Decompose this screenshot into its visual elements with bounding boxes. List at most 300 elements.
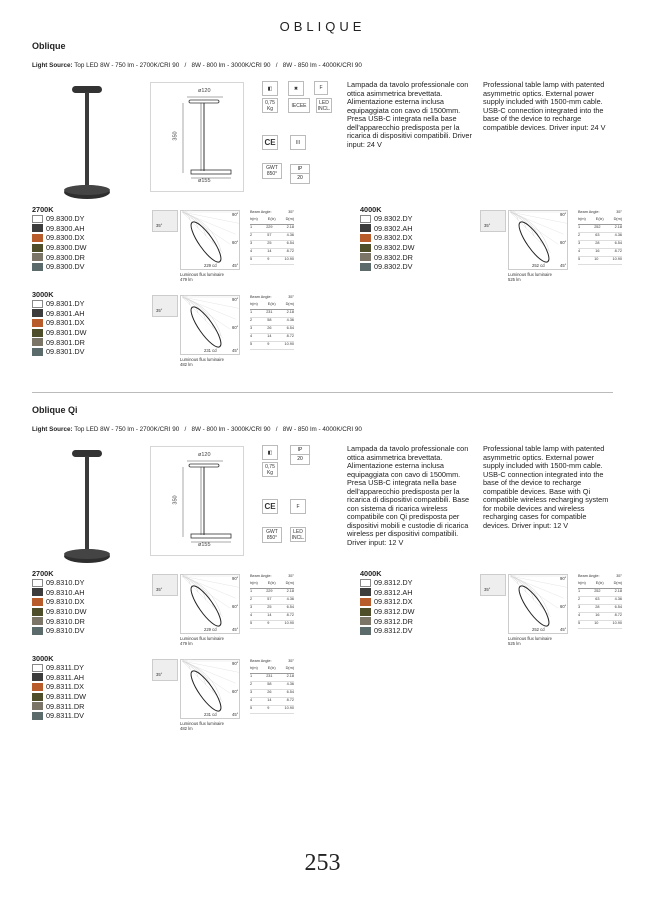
illuminance-table [250,295,294,350]
table-row [578,605,622,613]
finish-swatch [32,588,43,596]
deg60-label: 60° [560,604,567,609]
table-head-cell: D(m) [285,217,294,221]
product-code: 09.8300.DV [46,262,85,272]
light-source-label: Light Source: [32,426,73,433]
ip-label: IP [291,165,309,174]
table-cell: 2.18 [286,674,294,678]
beam-angle-value: 35° [616,574,622,578]
table-cell: 1 [250,589,253,593]
brand-title: OBLIQUE [279,19,366,34]
product-code-row [32,224,85,234]
deg60-label: 60° [232,689,239,694]
beam-angle-label: Beam Angle: [250,574,272,578]
product-code-row [32,243,87,253]
table-cell: 4.36 [286,233,294,237]
deg90-label: 90° [232,576,239,581]
table-head-cell: h(m) [250,217,258,221]
cd-label: 229 cd [204,263,217,268]
table-cell: 14 [267,249,272,253]
table-head-cell: h(m) [250,581,258,585]
table-cell: 252 [594,589,601,593]
light-source-line [32,426,362,433]
flux-label: Luminous flux luminaire [180,636,224,641]
table-head-cell: E(lx) [267,666,276,670]
product-code: 09.8302.DY [374,214,413,224]
product-code: 09.8311.DX [46,682,84,692]
ce-mark-icon: CE [262,135,278,150]
table-cell: 6.54 [286,690,294,694]
finish-swatch [32,693,43,701]
dimension-box [150,82,244,192]
polar-container [508,210,568,275]
product-code: 09.8312.DV [374,626,413,636]
deg90-label: 90° [232,297,239,302]
table-cell: 1 [250,225,253,229]
table-head [250,581,294,589]
f-mark-icon: F [314,81,328,95]
color-temp-label: 2700K [32,569,54,578]
product-code-row [32,214,85,224]
product-code-row [360,214,413,224]
section-title: Oblique Qi [32,405,78,415]
flux-block [508,272,552,282]
f-mark-icon: F [290,499,306,514]
weight-icon-label: 0,75 Kg [265,463,275,476]
iecee-logo-icon [288,98,310,113]
lamp-image [62,448,112,570]
table-cell: 10.90 [284,342,294,346]
table-cell: 231 [266,674,273,678]
product-code: 09.8300.DY [46,214,85,224]
product-code-row [360,243,415,253]
table-head [250,217,294,225]
table-cell: 10.90 [612,621,622,625]
product-code: 09.8301.DY [46,299,85,309]
table-cell: 3 [250,690,253,694]
ip-label: IP [291,446,309,455]
finish-swatch [32,338,43,346]
cd-label: 231 cd [204,712,217,717]
product-code-row [360,597,413,607]
finish-swatch [360,244,371,252]
product-code-row [360,252,413,262]
finish-swatch [32,627,43,635]
table-row [250,698,294,706]
dim-height: 350 [172,495,179,505]
table-cell: 5 [250,621,253,625]
beam-angle-value: 35° [288,574,294,578]
table-cell: 229 [266,589,273,593]
ip-value: 20 [297,456,303,462]
table-row [250,318,294,326]
table-cell: 3 [250,326,253,330]
table-head-cell: D(m) [285,666,294,670]
table-cell: 4.36 [614,233,622,237]
table-cell: 57 [267,597,272,601]
beam-angle-label: Beam Angle: [250,210,272,214]
finish-swatch [32,309,43,317]
table-cell: 58 [267,318,272,322]
table-head-cell: E(lx) [267,581,276,585]
product-code-row [32,682,84,692]
gwt-icon-label: GWT 850° [266,165,278,177]
table-row [250,310,294,318]
table-cell: 28 [595,605,600,609]
table-lamp-icon: ◧ [262,445,278,460]
product-code-row [360,262,413,272]
product-code: 09.8301.DR [46,337,85,347]
product-code-row [32,347,85,357]
table-cell: 6.54 [286,326,294,330]
table-cell: 4 [250,249,253,253]
table-row [578,597,622,605]
table-row [250,225,294,233]
table-cell: 5 [578,257,581,261]
table-lamp-icon: ◧ [262,81,278,96]
description-it: Lampada da tavolo professionale con ottica asimmetrica brevettata. Alimentazione esterna inclusa equipaggiata con cavo di 1500mm. Presa USB-C integrata nella base dell'apparecchio predisposta per la ricarica di dispositivi compatibili. Driver input: 24 V [347,80,472,149]
table-cell: 1 [250,674,253,678]
gwt-icon-label: GWT 850° [266,529,278,541]
table-row [578,257,622,265]
polar-container [180,659,240,724]
table-row [578,233,622,241]
product-code-row [360,578,413,588]
led-incl-icon-label: LED INCL. [291,528,305,541]
finish-swatch [360,234,371,242]
illuminance-table [250,659,294,714]
table-head-cell: h(m) [578,217,586,221]
table-cell: 4 [250,613,253,617]
finish-swatch [32,319,43,327]
led-incl-icon [290,527,306,542]
deg60-label: 60° [560,240,567,245]
polar-container [180,295,240,360]
product-code: 09.8301.DV [46,347,85,357]
beam-angle-label: Beam Angle: [250,295,272,299]
product-code-row [360,233,413,243]
table-cell: 26 [267,326,272,330]
table-head-cell: h(m) [578,581,586,585]
cd-label: 252 cd [532,627,545,632]
finish-swatch [360,579,371,587]
table-cell: 9 [267,257,270,261]
table-cell: 4 [578,613,581,617]
beam-angle-tag-value: 35° [484,223,491,228]
product-code-row [32,252,85,262]
beam-angle-tag [152,574,178,596]
section-title: Oblique [32,41,66,51]
table-cell: 10.90 [284,621,294,625]
table-cell: 63 [595,233,600,237]
deg90-label: 90° [560,212,567,217]
table-cell: 9 [267,342,270,346]
ce-mark-icon: CE [262,499,278,514]
deg60-label: 60° [232,325,239,330]
deg45-label: 45° [560,627,567,632]
product-code: 09.8310.DX [46,597,85,607]
beam-angle-tag [480,210,506,232]
table-cell: 3 [250,241,253,245]
finish-swatch [32,598,43,606]
table-cell: 6.54 [614,605,622,609]
flux-label: Luminous flux luminaire [180,357,224,362]
table-cell: 2.18 [614,225,622,229]
finish-swatch [32,617,43,625]
table-row [250,334,294,342]
deg45-label: 45° [560,263,567,268]
table-row [250,682,294,690]
finish-swatch [32,244,43,252]
product-code-row [32,233,85,243]
product-code: 09.8302.DV [374,262,413,272]
table-row [250,342,294,350]
table-head-cell: D(m) [285,581,294,585]
product-code: 09.8310.DR [46,616,85,626]
product-code-row [32,711,84,721]
beam-header [250,659,294,666]
table-cell: 6.54 [614,241,622,245]
table-cell: 3 [578,605,581,609]
table-cell: 1 [578,225,581,229]
deg45-label: 45° [232,348,239,353]
finish-swatch [32,348,43,356]
table-cell: 10 [594,621,599,625]
weight-icon-label: 0,75 Kg [265,99,275,112]
table-row [250,690,294,698]
beam-angle-value: 35° [616,210,622,214]
table-cell: 4.36 [286,682,294,686]
table-cell: 10 [594,257,599,261]
product-code: 09.8310.DW [46,607,87,617]
product-code-row [32,588,85,598]
table-head-cell: E(lx) [595,217,604,221]
page-number: 253 [304,850,341,876]
table-cell: 229 [266,225,273,229]
product-code: 09.8302.AH [374,223,413,233]
table-row [250,249,294,257]
product-code-row [32,701,84,711]
table-row [250,613,294,621]
finish-swatch [360,617,371,625]
table-row [250,589,294,597]
flux-block [180,272,224,282]
beam-angle-tag [480,574,506,596]
product-code-row [32,262,85,272]
table-row [250,241,294,249]
deg90-label: 90° [560,576,567,581]
table-cell: 4.36 [286,318,294,322]
beam-angle-label: Beam Angle: [578,210,600,214]
illuminance-table [250,210,294,265]
deg45-label: 45° [232,627,239,632]
finish-swatch [32,215,43,223]
polar-diagram [180,659,240,719]
product-code: 09.8311.DV [46,711,84,721]
flux-label: Luminous flux luminaire [508,636,552,641]
table-row [578,225,622,233]
table-head [250,666,294,674]
dim-base: ø155 [198,542,211,548]
product-code-row [32,616,85,626]
cd-label: 229 cd [204,627,217,632]
table-row [250,706,294,714]
beam-angle-tag-value: 35° [156,308,163,313]
description-en: Professional table lamp with patented asymmetric optics. External power supply included with 1500-mm cable. USB-C connection integrated into the base of the device to recharge compatible devices. Driver input: 24 V [483,80,606,132]
deg90-label: 90° [232,212,239,217]
product-code: 09.8301.DX [46,318,85,328]
product-code-row [32,309,85,319]
beam-header [578,574,622,581]
product-code: 09.8300.DW [46,243,87,253]
table-row [250,621,294,629]
flux-block [508,636,552,646]
product-code: 09.8302.DR [374,252,413,262]
product-code: 09.8311.AH [46,672,84,682]
lamp-dimension-diagram [151,83,243,191]
flux-value: 482 lm [180,362,193,367]
product-code-row [360,224,413,234]
polar-diagram [180,210,240,270]
table-cell: 8.72 [614,249,622,253]
product-code: 09.8302.DW [374,243,415,253]
color-temp-label: 3000K [32,290,54,299]
section-divider [32,392,613,393]
table-cell: 16 [595,249,600,253]
dimension-box [150,446,244,556]
flux-value: 479 lm [180,277,193,282]
product-code-row [32,607,87,617]
light-source-text: Top LED 8W - 750 lm - 2700K/CRI 90 / 8W - 800 lm - 3000K/CRI 90 / 8W - 850 lm - 4000K/CRI 90 [72,426,362,433]
table-cell: 1 [250,310,253,314]
led-incl-icon [316,98,332,113]
table-row [578,589,622,597]
product-code-row [32,337,85,347]
beam-angle-tag [152,210,178,232]
deg60-label: 60° [232,604,239,609]
table-cell: 252 [594,225,601,229]
beam-angle-label: Beam Angle: [578,574,600,578]
beam-angle-tag-value: 35° [156,672,163,677]
lamp-dimension-diagram [151,447,243,555]
product-code: 09.8301.DW [46,328,87,338]
table-cell: 8.72 [286,698,294,702]
flux-block [180,636,224,646]
table-cell: 8.72 [286,334,294,338]
product-code: 09.8312.DR [374,616,413,626]
gwt-icon [262,527,282,543]
product-code: 09.8300.AH [46,223,85,233]
illuminance-table [578,574,622,629]
weight-icon [262,98,278,113]
table-cell: 4 [250,698,253,702]
beam-header [250,574,294,581]
description-en: Professional table lamp with patented asymmetric optics. External power supply included with 1500-mm cable. USB-C connection integrated into the base of the device to recharge compatible devices. Base with Qi compatible wireless recharging system for mobile devices and wireless recharging cases for compatible devices. Driver input: 12 V [483,444,609,530]
flux-value: 525 lm [508,641,521,646]
table-cell: 9 [267,621,270,625]
product-code: 09.8300.DX [46,233,85,243]
table-cell: 1 [578,589,581,593]
table-cell: 8.72 [286,249,294,253]
beam-angle-value: 35° [288,659,294,663]
table-head-cell: E(lx) [267,302,276,306]
finish-swatch [32,300,43,308]
polar-container [180,574,240,639]
table-head-cell: h(m) [250,302,258,306]
product-code-row [360,616,413,626]
finish-swatch [360,608,371,616]
description-it: Lampada da tavolo professionale con ottica asimmetrica brevettata. Alimentazione esterna inclusa equipaggiata con cavo di 1500mm. Presa USB-C integrata nella base dell'apparecchio predisposta per la ricarica di dispositivi compatibili. Base con sistema di ricarica wireless compatibile con Qi predisposta per dispositivi mobili e custodie di ricarica wireless per dispositivi compatibili. Driver input: 12 V [347,444,470,547]
table-cell: 6.54 [286,605,294,609]
beam-angle-label: Beam Angle: [250,659,272,663]
polar-container [180,210,240,275]
table-head [578,581,622,589]
table-row [250,326,294,334]
table-cell: 16 [595,613,600,617]
table-cell: 2 [578,597,581,601]
deg45-label: 45° [232,263,239,268]
table-row [250,597,294,605]
table-cell: 57 [267,233,272,237]
product-code: 09.8311.DR [46,701,85,711]
finish-swatch [32,683,43,691]
dim-base: ø155 [198,178,211,184]
table-row [578,613,622,621]
beam-header [578,210,622,217]
flux-label: Luminous flux luminaire [180,272,224,277]
beam-angle-tag-value: 35° [484,587,491,592]
flux-block [180,721,224,731]
table-cell: 10.90 [612,257,622,261]
table-cell: 4 [578,249,581,253]
table-row [250,674,294,682]
table-cell: 2.18 [286,310,294,314]
table-row [578,621,622,629]
color-temp-label: 4000K [360,569,382,578]
light-source-text: Top LED 8W - 750 lm - 2700K/CRI 90 / 8W - 800 lm - 3000K/CRI 90 / 8W - 850 lm - 4000K/CRI 90 [72,62,362,69]
finish-swatch [360,253,371,261]
dim-top: ø120 [198,88,211,94]
table-cell: 10.90 [284,706,294,710]
product-code: 09.8312.DW [374,607,415,617]
polar-diagram [508,574,568,634]
beam-angle-value: 35° [288,210,294,214]
table-cell: 8.72 [614,613,622,617]
finish-swatch [32,664,43,672]
table-head [250,302,294,310]
finish-swatch [32,702,43,710]
deg90-label: 90° [232,661,239,666]
deg60-label: 60° [232,240,239,245]
table-cell: 5 [250,342,253,346]
table-cell: 25 [267,605,272,609]
product-code-row [32,328,87,338]
finish-swatch [32,329,43,337]
table-cell: 58 [267,682,272,686]
beam-header [250,295,294,302]
color-temp-label: 3000K [32,654,54,663]
product-code: 09.8312.AH [374,587,413,597]
finish-swatch [32,263,43,271]
table-cell: 14 [267,698,272,702]
product-code-row [32,299,85,309]
beam-angle-tag-value: 35° [156,223,163,228]
product-code: 09.8300.DR [46,252,85,262]
finish-swatch [360,598,371,606]
beam-angle-tag [152,659,178,681]
beam-angle-value: 35° [288,295,294,299]
finish-swatch [32,253,43,261]
